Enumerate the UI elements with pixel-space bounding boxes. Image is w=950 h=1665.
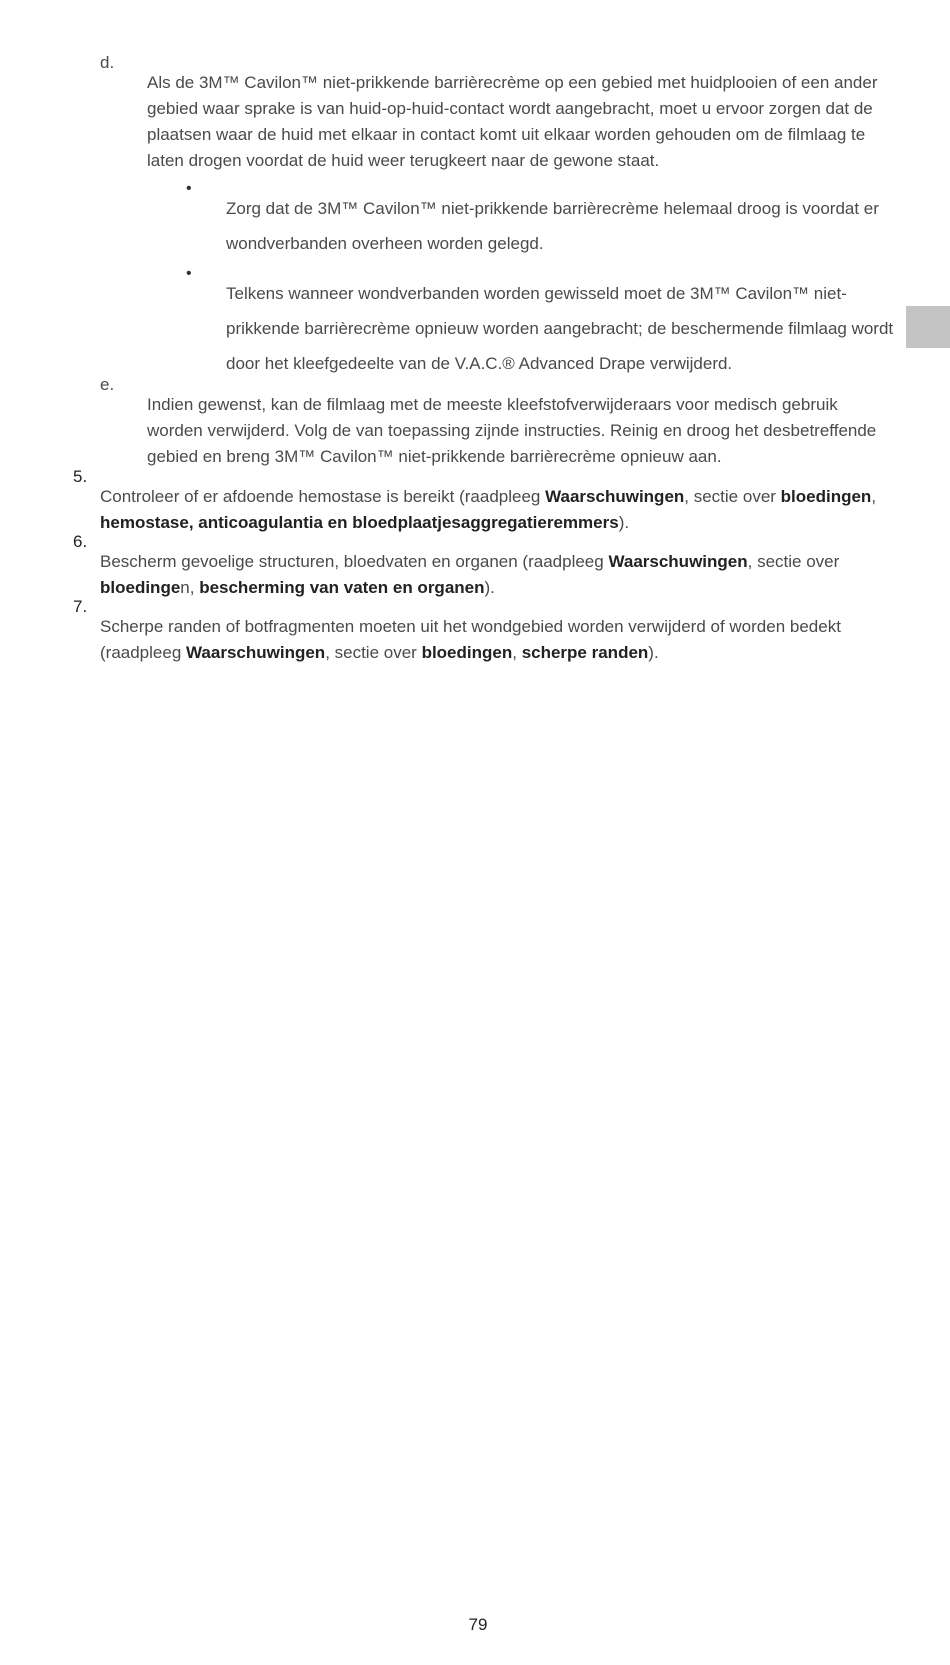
step-5-text: Controleer of er afdoende hemostase is bereikt (raadpleeg Waarschuwingen, sectie over bloedingen, hemostase, anticoagulantia en bloedplaatjesaggregatieremmers). xyxy=(100,487,877,532)
item-e-label: e. xyxy=(100,375,115,394)
step-5-ref-warnings: Waarschuwingen xyxy=(545,487,685,506)
bullet-2-mark: • xyxy=(186,265,192,282)
item-e-text: Indien gewenst, kan de filmlaag met de meeste kleefstofverwijderaars voor medisch gebruik worden verwijderd. Volg de van toepassing zijnde instructies. Reinig en droog het desbetreffende gebied en breng 3M™ Cavilon™ niet-prikkende barrièrecrème opnieuw aan. xyxy=(147,395,877,466)
step-6-text: Bescherm gevoelige structuren, bloedvaten en organen (raadpleeg Waarschuwingen, sectie over bloedingen, bescherming van vaten en organen). xyxy=(100,552,840,597)
bullet-1-mark: • xyxy=(186,180,192,197)
step-7-text: Scherpe randen of botfragmenten moeten uit het wondgebied worden verwijderd of worden bedekt (raadpleeg Waarschuwingen, sectie over bloedingen, scherpe randen). xyxy=(100,617,841,662)
step-6-number: 6. xyxy=(73,532,88,551)
step-6-ref-bleeding: bloedinge xyxy=(100,578,181,597)
step-6-ref-topic: bescherming van vaten en organen xyxy=(199,578,485,597)
item-d-text: Als de 3M™ Cavilon™ niet-prikkende barrièrecrème op een gebied met huidplooien of een ander gebied waar sprake is van huid-op-huid-contact wordt aangebracht, moet u ervoor zorgen dat de plaatsen waar de huid met elkaar in contact komt uit elkaar worden gehouden om de filmlaag te laten drogen voordat de huid weer terugkeert naar de gewone staat. xyxy=(147,73,878,170)
step-6-ref-warnings: Waarschuwingen xyxy=(608,552,748,571)
step-7-number: 7. xyxy=(73,597,88,616)
bullet-1-text: Zorg dat de 3M™ Cavilon™ niet-prikkende barrièrecrème helemaal droog is voordat er wondverbanden overheen worden gelegd. xyxy=(226,199,879,253)
item-d-label: d. xyxy=(100,53,115,72)
page-number: 79 xyxy=(468,1615,488,1634)
bullet-2-text: Telkens wanneer wondverbanden worden gewisseld moet de 3M™ Cavilon™ niet-prikkende barrièrecrème opnieuw worden aangebracht; de beschermende filmlaag wordt door het kleefgedeelte van de V.A.C.® Advanced Drape verwijderd. xyxy=(226,284,894,373)
step-7-ref-bleeding: bloedingen xyxy=(421,643,513,662)
step-7-ref-topic: scherpe randen xyxy=(521,643,649,662)
step-5-ref-bleeding: bloedingen xyxy=(780,487,872,506)
step-5-ref-topic: hemostase, anticoagulantia en bloedplaatjesaggregatieremmers xyxy=(100,513,619,532)
step-7-ref-warnings: Waarschuwingen xyxy=(186,643,326,662)
step-5-number: 5. xyxy=(73,467,88,486)
section-tab-marker xyxy=(906,306,950,348)
